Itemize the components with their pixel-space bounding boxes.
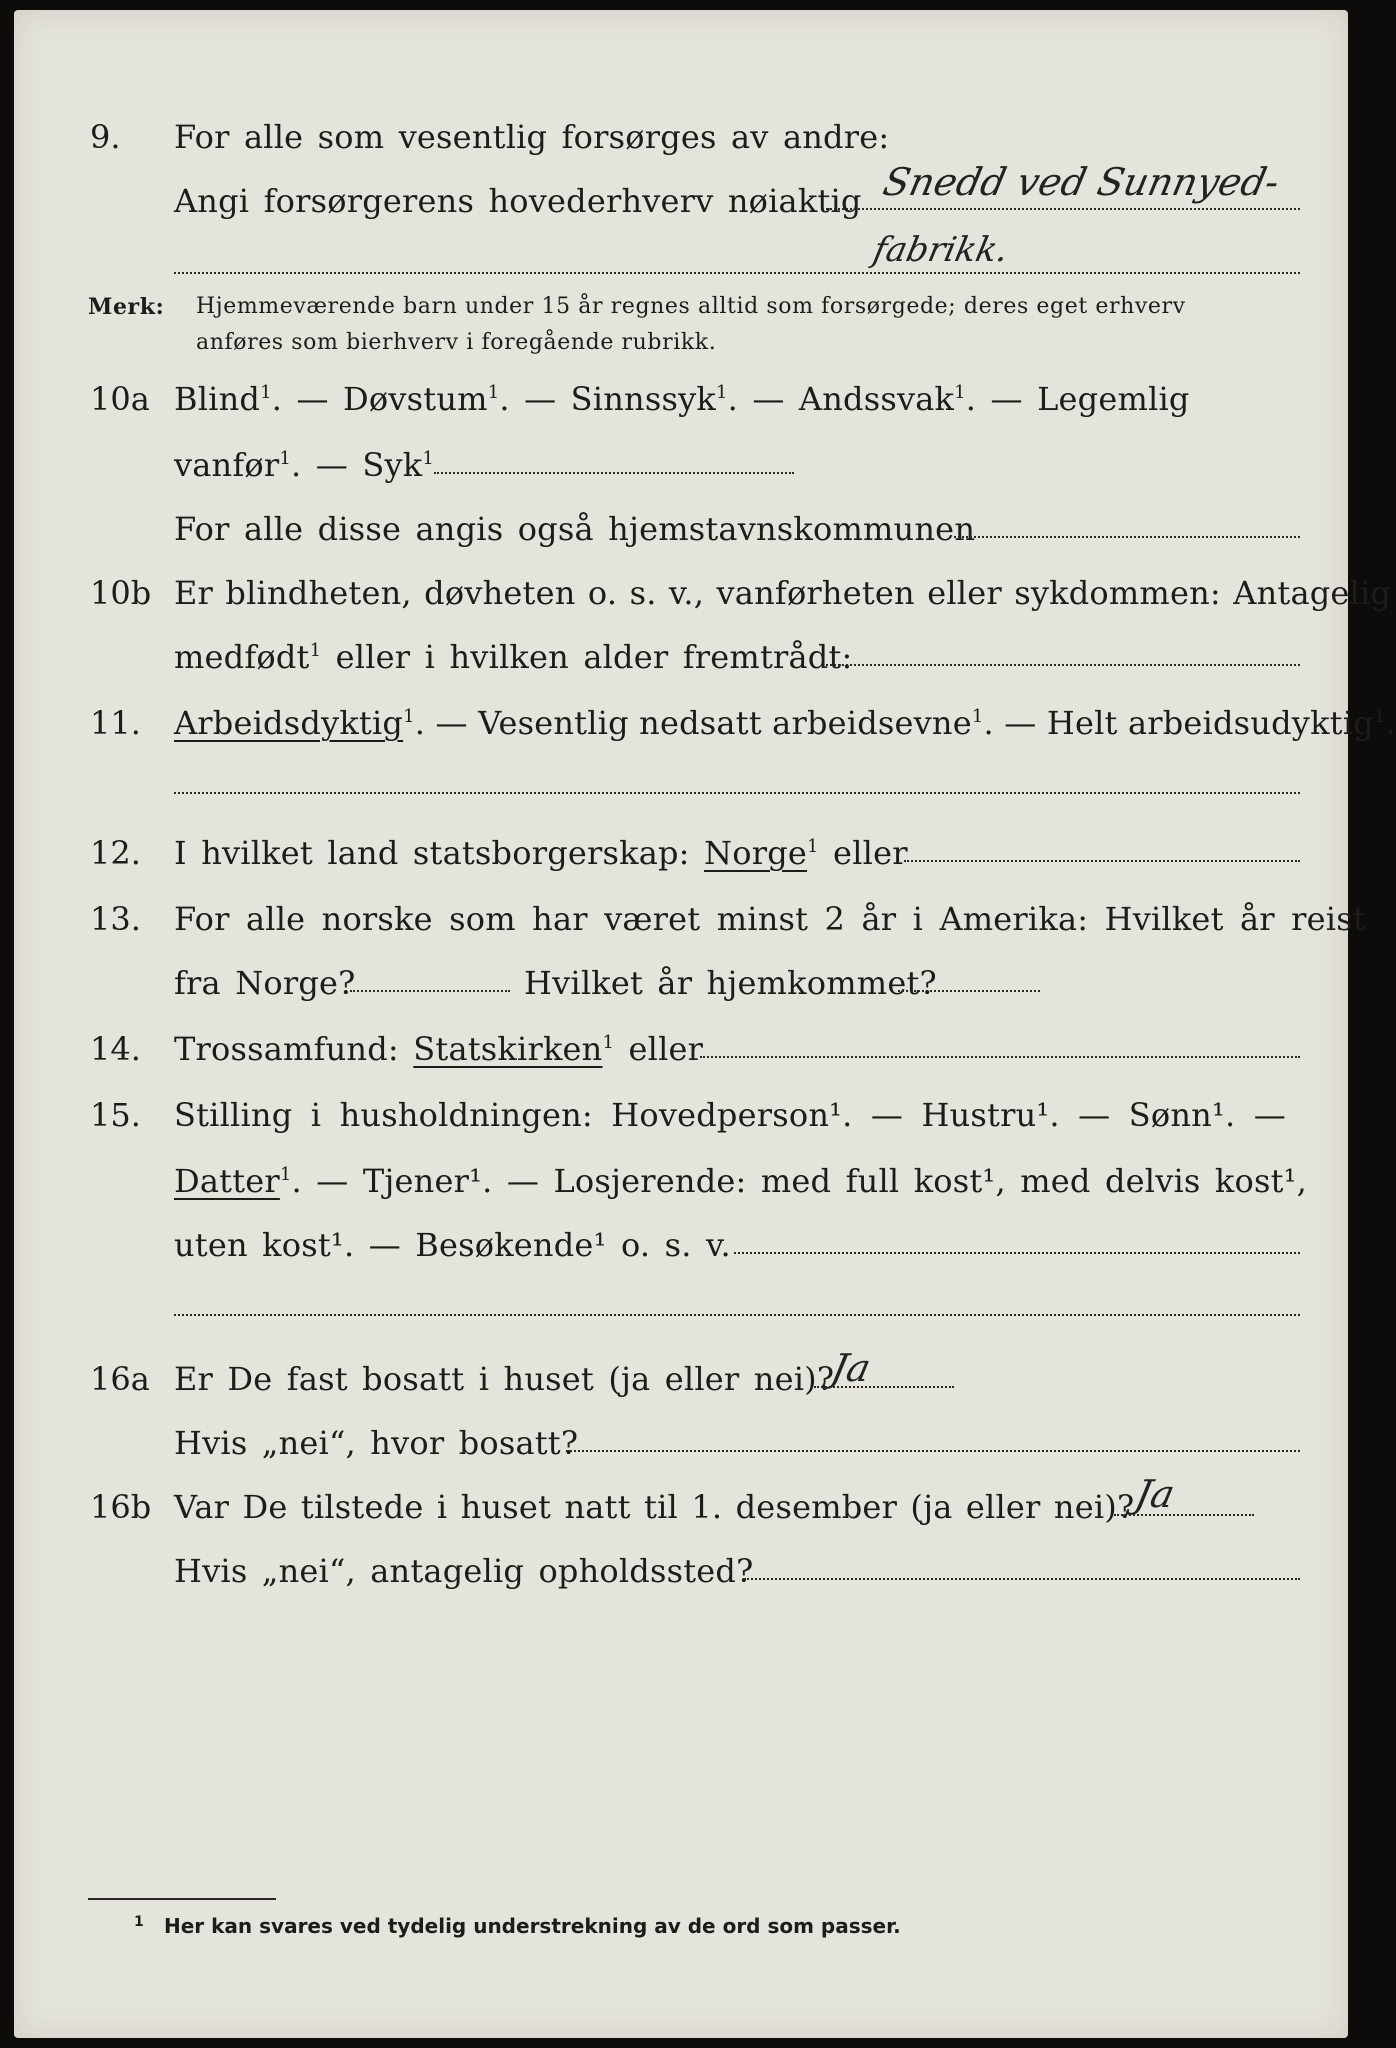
question-number: 12. — [90, 834, 141, 872]
answer-line — [174, 1314, 1300, 1316]
question-text: For alle norske som har været minst 2 år i Amerika: Hvilket år reist — [174, 900, 1366, 938]
handwritten-answer: Snedd ved Sunnyed- — [879, 160, 1284, 204]
answer-line — [826, 664, 1300, 666]
question-text: Hvilket år hjemkommet? — [524, 964, 937, 1002]
answer-line — [174, 792, 1300, 794]
footnote-ref: 1 — [279, 448, 292, 469]
question-text-part: Trossamfund: — [174, 1030, 399, 1068]
answer-line — [1114, 1514, 1254, 1516]
question-text — [174, 638, 853, 676]
census-form-page — [14, 10, 1396, 2038]
option-medfodt: medfødt — [174, 638, 310, 676]
option-vanfor: vanfør — [174, 446, 280, 484]
question-text — [174, 380, 1190, 418]
answer-line — [734, 1252, 1300, 1254]
answer-line — [566, 1450, 1300, 1452]
option-sinnssyk: . — Sinnssyk — [499, 380, 716, 418]
question-number: 10b — [90, 574, 152, 612]
footnote-ref: 1 — [403, 706, 415, 727]
question-number: 9. — [90, 118, 121, 156]
question-number: 10a — [90, 380, 150, 418]
option-udyktig: . — Helt arbeidsudyktig — [983, 704, 1374, 742]
footnote-ref: 1 — [602, 1032, 615, 1053]
question-text: Angi forsørgerens hovederhverv nøiaktig — [174, 182, 862, 220]
option-andssvak: . — Andssvak — [727, 380, 955, 418]
footnote-ref: 1 — [807, 836, 819, 857]
question-text — [174, 834, 908, 872]
answer-line — [898, 990, 1040, 992]
option-datter: Datter — [174, 1162, 280, 1200]
question-text-part: I hvilket land statsborgerskap: — [174, 834, 690, 872]
answer-line — [434, 472, 794, 474]
answer-line — [954, 536, 1300, 538]
answer-line — [814, 1386, 954, 1388]
question-text-part: eller — [614, 1030, 704, 1068]
answer-line — [700, 1056, 1300, 1058]
answer-line — [744, 1578, 1300, 1580]
option-statskirken: Statskirken — [413, 1030, 603, 1068]
question-text — [174, 704, 1396, 742]
question-text: For alle disse angis også hjemstavnskommunen — [174, 510, 976, 548]
question-number: 13. — [90, 900, 141, 938]
footnote-ref: 1 — [422, 448, 434, 469]
question-text-part: . — Tjener¹. — Losjerende: med full kost¹, med delvis kost¹, — [291, 1162, 1308, 1200]
note-text: Hjemmeværende barn under 15 år regnes alltid som forsørgede; deres eget erhverv — [196, 294, 1186, 319]
option-legemlig: . — Legemlig — [965, 380, 1190, 418]
footnote-ref: 1 — [309, 640, 322, 661]
question-text: Hvis „nei“, hvor bosatt? — [174, 1424, 579, 1462]
footnote-ref: 1 — [260, 382, 272, 403]
question-text: Var De tilstede i huset natt til 1. desember (ja eller nei)? — [174, 1488, 1135, 1526]
footnote-ref: 1 — [954, 382, 966, 403]
answer-line — [904, 860, 1300, 862]
footnote-ref: 1 — [279, 1164, 292, 1185]
question-text: Er De fast bosatt i huset (ja eller nei)? — [174, 1360, 835, 1398]
footnote-ref: 1 — [487, 382, 500, 403]
punctuation: . — [1385, 704, 1396, 742]
question-number: 16a — [90, 1360, 150, 1398]
question-text-part: eller — [818, 834, 908, 872]
footnote-ref: 1 — [715, 382, 728, 403]
question-number: 15. — [90, 1096, 141, 1134]
answer-line — [822, 208, 1300, 210]
option-dovstum: . — Døvstum — [271, 380, 488, 418]
question-text — [174, 446, 434, 484]
question-text: fra Norge? — [174, 964, 356, 1002]
question-text-part: eller i hvilken alder fremtrådt: — [321, 638, 853, 676]
question-number: 11. — [90, 704, 141, 742]
handwritten-answer: Ja — [1131, 1472, 1179, 1516]
note-text: anføres som bierhverv i foregående rubrikk. — [196, 330, 717, 355]
footnote-ref: 1 — [971, 706, 984, 727]
option-nedsatt: . — Vesentlig nedsatt arbeidsevne — [414, 704, 972, 742]
question-number: 14. — [90, 1030, 141, 1068]
question-number: 16b — [90, 1488, 152, 1526]
footnote-text: Her kan svares ved tydelig understrekning av de ord som passer. — [164, 1914, 901, 1938]
answer-line — [350, 990, 510, 992]
handwritten-answer: fabrikk. — [869, 230, 1013, 270]
option-norge: Norge — [704, 834, 808, 872]
footnote-mark: 1 — [134, 1914, 144, 1930]
question-text: Er blindheten, døvheten o. s. v., vanførheten eller sykdommen: Antagelig — [174, 574, 1392, 612]
question-text: uten kost¹. — Besøkende¹ o. s. v. — [174, 1226, 731, 1264]
question-text: Hvis „nei“, antagelig opholdssted? — [174, 1552, 754, 1590]
question-text: Stilling i husholdningen: Hovedperson¹. — Hustru¹. — Sønn¹. — — [174, 1096, 1286, 1134]
question-text — [174, 1030, 703, 1068]
option-arbeidsdyktig: Arbeidsdyktig — [174, 704, 404, 742]
handwritten-answer: Ja — [827, 1346, 875, 1390]
footnote-rule — [88, 1898, 276, 1900]
note-label: Merk: — [88, 294, 165, 320]
question-text — [174, 1162, 1307, 1200]
question-text: For alle som vesentlig forsørges av andre: — [174, 118, 890, 156]
option-syk: . — Syk — [291, 446, 423, 484]
footnote-ref: 1 — [1373, 706, 1386, 727]
answer-line — [174, 272, 1300, 274]
option-blind: Blind — [174, 380, 261, 418]
